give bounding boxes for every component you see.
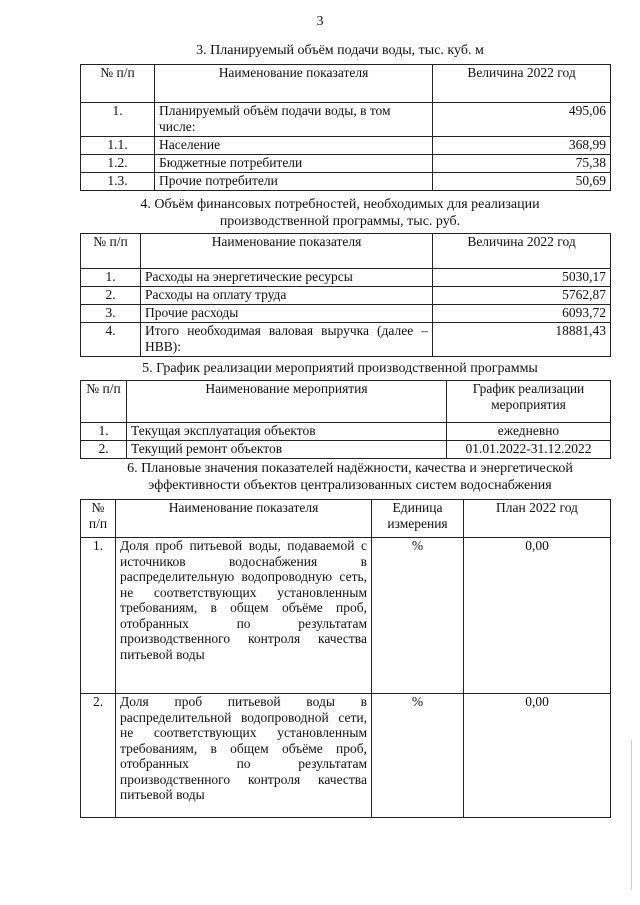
row-number: 1. [81,538,116,694]
row-number: 1.3. [81,173,155,191]
row-number: 1. [81,103,155,137]
header-plan: План 2022 год [464,500,611,538]
table-row [81,173,611,191]
table-row [81,269,611,287]
header-indicator-name: Наименование показателя [141,234,433,269]
header-number: № п/п [81,381,127,423]
row-name: Доля проб питьевой воды в распределительной водопроводной сети, не соответствующих установленным требованиям, в общем объёме проб, отобранных по результатам производственного контроля качества питьевой воды [116,694,372,818]
row-number: 1.1. [81,137,155,155]
row-schedule: 01.01.2022-31.12.2022 [447,441,611,459]
table-row [81,137,611,155]
header-number: № п/п [81,65,155,103]
section-3-title: 3. Планируемый объём подачи воды, тыс. куб. м [196,43,484,58]
section-6-title: 6. Плановые значения показателей надёжности, качества и энергетической эффективности объектов централизованных систем водоснабжения [127,461,573,493]
row-number: 1. [81,269,141,287]
financial-needs-table [80,233,611,357]
row-name: Население [155,137,433,155]
header-schedule: График реализации мероприятия [447,381,611,423]
table-row [81,423,611,441]
row-plan: 0,00 [464,538,611,694]
row-value: 495,06 [433,103,611,137]
row-name: Расходы на энергетические ресурсы [141,269,433,287]
row-value: 5030,17 [433,269,611,287]
row-number: 2. [81,441,127,459]
table-header-row [81,234,611,269]
header-number: № п/п [81,500,116,538]
table-row [81,155,611,173]
row-name: Прочие расходы [141,305,433,323]
row-value: 50,69 [433,173,611,191]
header-value: Величина 2022 год [433,234,611,269]
row-unit: % [372,694,464,818]
header-number: № п/п [81,234,141,269]
schedule-table [80,380,611,459]
header-unit: Единица измерения [372,500,464,538]
row-name: Бюджетные потребители [155,155,433,173]
header-indicator-name: Наименование показателя [155,65,433,103]
table-row [81,441,611,459]
row-schedule: ежедневно [447,423,611,441]
row-value: 75,38 [433,155,611,173]
table-header-row [81,381,611,423]
table-row [81,305,611,323]
table-row [81,323,611,357]
row-name: Расходы на оплату труда [141,287,433,305]
row-number: 1. [81,423,127,441]
row-plan: 0,00 [464,694,611,818]
row-value: 5762,87 [433,287,611,305]
header-value: Величина 2022 год [433,65,611,103]
table-row [81,538,611,694]
row-value: 18881,43 [433,323,611,357]
row-value: 6093,72 [433,305,611,323]
row-name: Доля проб питьевой воды, подаваемой с источников водоснабжения в распределительную водопроводную сеть, не соответствующих установленным требованиям, в общем объёме проб, отобранных по результатам производственного контроля качества питьевой воды [116,538,372,694]
table-row [81,694,611,818]
row-number: 3. [81,305,141,323]
table-row [81,287,611,305]
row-value: 368,99 [433,137,611,155]
row-unit: % [372,538,464,694]
scan-edge-line [631,740,632,890]
row-number: 1.2. [81,155,155,173]
section-4-title: 4. Объём финансовых потребностей, необходимых для реализации производственной программы, тыс. руб. [140,197,540,229]
row-number: 4. [81,323,141,357]
row-number: 2. [81,694,116,818]
reliability-indicators-table [80,499,611,818]
header-indicator-name: Наименование показателя [116,500,372,538]
table-row [81,103,611,137]
row-name: Итого необходимая валовая выручка (далее – НВВ): [141,323,433,357]
row-name: Планируемый объём подачи воды, в том числе: [155,103,433,137]
row-name: Текущая эксплуатация объектов [127,423,447,441]
header-activity-name: Наименование мероприятия [127,381,447,423]
row-name: Текущий ремонт объектов [127,441,447,459]
table-header-row [81,500,611,538]
table-header-row [81,65,611,103]
row-number: 2. [81,287,141,305]
section-5-title: 5. График реализации мероприятий производственной программы [142,361,538,376]
page-number: 3 [316,14,324,29]
row-name: Прочие потребители [155,173,433,191]
water-volume-table [80,64,611,191]
